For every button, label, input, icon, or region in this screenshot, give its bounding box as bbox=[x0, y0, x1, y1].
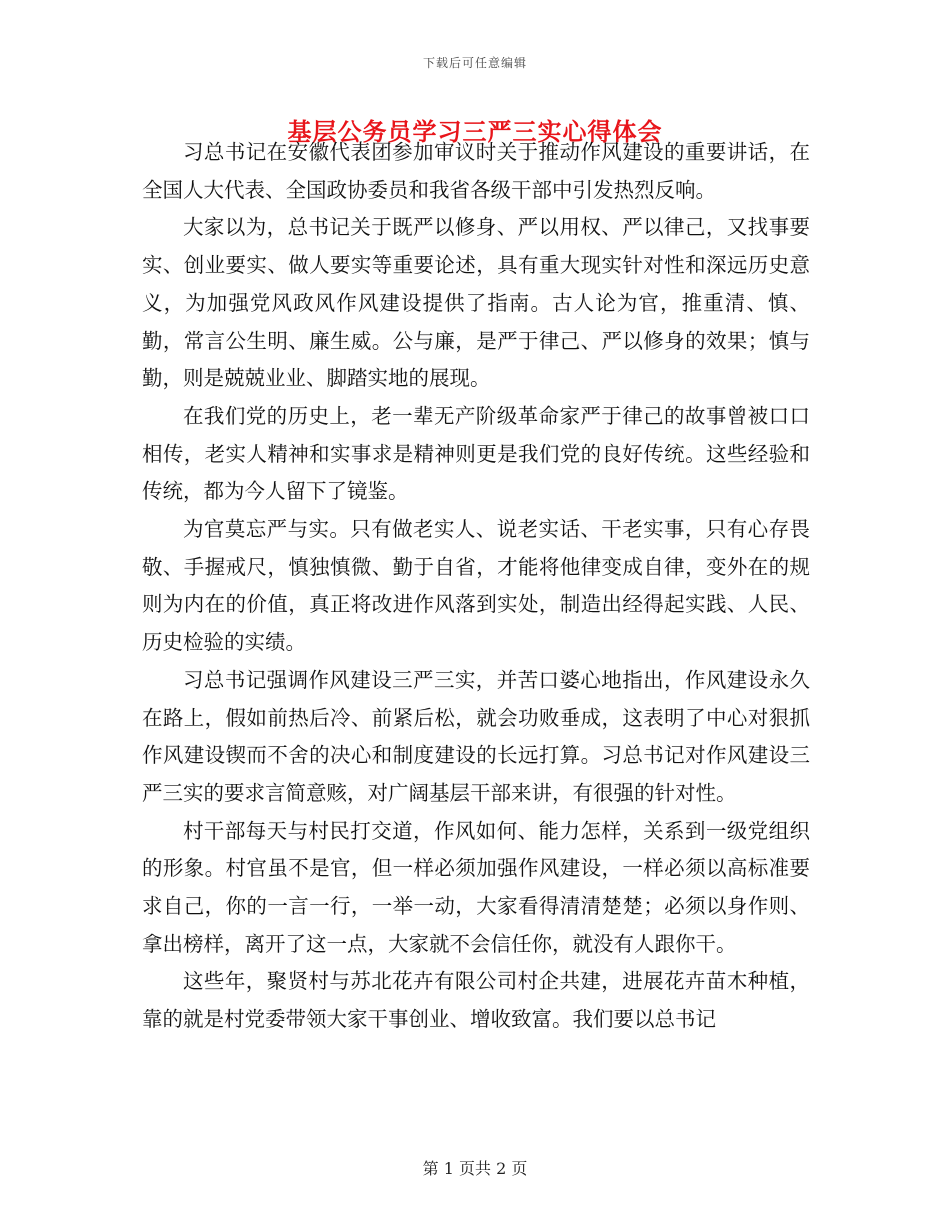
paragraph-1: 习总书记在安徽代表团参加审议时关于推动作风建设的重要讲话，在全国人大代表、全国政协委员和我省各级干部中引发热烈反响。 bbox=[142, 140, 810, 202]
paragraph-4: 为官莫忘严与实。只有做老实人、说老实话、干老实事，只有心存畏敬、手握戒尺，慎独慎微、勤于自省，才能将他律变成自律，变外在的规则为内在的价值，真正将改进作风落到实处，制造出经得起实践、人民、历史检验的实绩。 bbox=[142, 517, 810, 655]
document-body bbox=[142, 134, 810, 1039]
paragraph-6: 村干部每天与村民打交道，作风如何、能力怎样，关系到一级党组织的形象。村官虽不是官，但一样必须加强作风建设，一样必须以高标准要求自己，你的一言一行，一举一动，大家看得清清楚楚；必须以身作则、拿出榜样，离开了这一点，大家就不会信任你，就没有人跟你干。 bbox=[142, 818, 810, 956]
page-number-footer: 第 1 页共 2 页 bbox=[422, 1159, 528, 1178]
document-title: 基层公务员学习三严三实心得体会 bbox=[287, 117, 663, 146]
paragraph-3: 在我们党的历史上，老一辈无产阶级革命家严于律己的故事曾被口口相传，老实人精神和实事求是精神则更是我们党的良好传统。这些经验和传统，都为今人留下了镜鉴。 bbox=[142, 403, 810, 504]
paragraph-2: 大家以为，总书记关于既严以修身、严以用权、严以律己，又找事要实、创业要实、做人要实等重要论述，具有重大现实针对性和深远历史意义，为加强党风政风作风建设提供了指南。古人论为官，推重清、慎、勤，常言公生明、廉生威。公与廉，是严于律己、严以修身的效果；慎与勤，则是兢兢业业、脚踏实地的展现。 bbox=[142, 215, 810, 391]
paragraph-5: 习总书记强调作风建设三严三实，并苦口婆心地指出，作风建设永久在路上，假如前热后冷、前紧后松，就会功败垂成，这表明了中心对狠抓作风建设锲而不舍的决心和制度建设的长远打算。习总书记对作风建设三严三实的要求言简意赅，对广阔基层干部来讲，有很强的针对性。 bbox=[142, 667, 810, 805]
paragraph-7: 这些年，聚贤村与苏北花卉有限公司村企共建，进展花卉苗木种植，靠的就是村党委带领大家干事创业、增收致富。我们要以总书记 bbox=[142, 969, 810, 1032]
page-header-note: 下载后可任意编辑 bbox=[422, 56, 527, 70]
